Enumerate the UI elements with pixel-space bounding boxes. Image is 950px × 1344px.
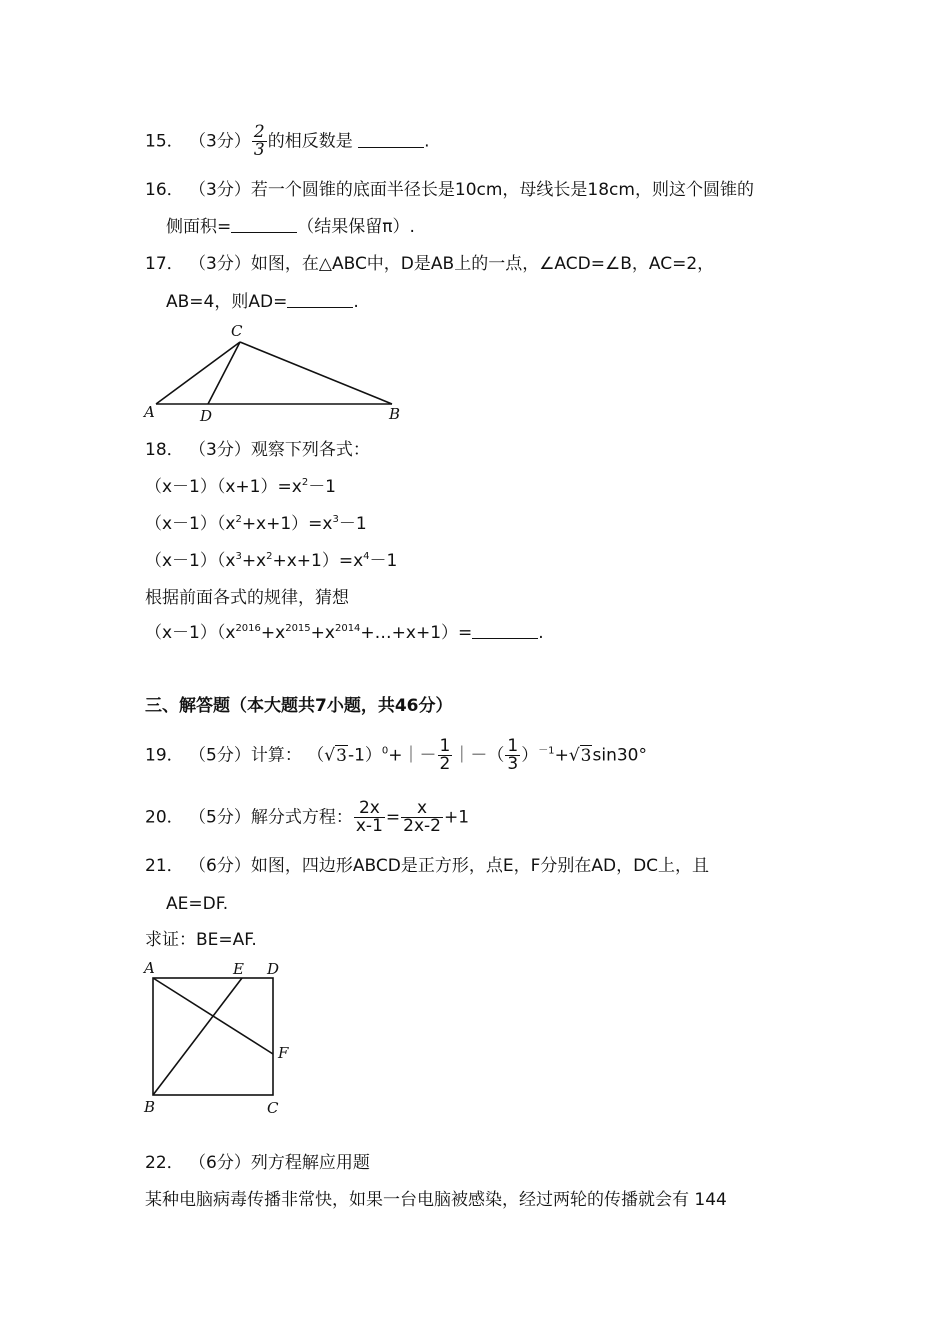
exponent: －1	[538, 745, 555, 757]
question-text: 如图，在△ABC中，D是AB上的一点，∠ACD=∠B，AC=2，	[250, 254, 715, 274]
expr-part: ｜－（	[453, 745, 505, 766]
equation-1	[145, 475, 336, 499]
square-abcd	[153, 978, 273, 1095]
punctuation: .	[424, 131, 430, 152]
exponent: 0	[381, 745, 389, 757]
exponent: 4	[363, 551, 370, 562]
exponent: 2	[266, 551, 273, 562]
segment-cd	[208, 342, 240, 404]
sqrt: √3	[324, 745, 347, 766]
question-text: 列方程解应用题	[250, 1153, 370, 1173]
radicand: 3	[580, 745, 592, 766]
question-text: 的相反数是	[267, 131, 353, 152]
score: （6分）	[189, 856, 251, 876]
label-f: F	[278, 1044, 289, 1062]
score: （6分）	[189, 1153, 251, 1173]
label-b: B	[144, 1098, 156, 1116]
label-b: B	[389, 405, 401, 423]
eq-part: －1	[369, 551, 398, 571]
eq-part: －1	[308, 477, 337, 497]
expr-part: -1）	[347, 745, 382, 766]
eq-part: －1	[338, 514, 367, 534]
punctuation: .	[353, 292, 359, 312]
fraction-denominator: 3	[507, 754, 519, 774]
fraction	[354, 800, 385, 835]
eq-part: （x－1）（x+1）=x	[145, 477, 302, 497]
answer-blank[interactable]	[231, 218, 297, 233]
question-15	[145, 124, 430, 159]
question-number: 20．	[145, 807, 184, 828]
question-number: 16．	[145, 180, 184, 200]
label-a: A	[144, 959, 155, 977]
eq-part: （x－1）（x	[145, 551, 236, 571]
score: （5分）	[189, 745, 251, 766]
prove-statement: 求证：BE=AF.	[145, 930, 257, 950]
exponent: 2014	[334, 623, 361, 634]
question-17-line1	[145, 252, 714, 276]
question-19	[145, 738, 647, 773]
question-text: （结果保留π）.	[297, 217, 415, 237]
question-21-line1	[145, 854, 709, 878]
equation-4	[145, 621, 544, 645]
fraction-numerator: 2	[253, 122, 265, 142]
label-a: A	[144, 403, 155, 421]
exponent: 2	[235, 514, 242, 525]
eq-part: +x	[241, 551, 267, 571]
equation-2	[145, 512, 367, 536]
question-number: 15．	[145, 131, 184, 152]
question-text: AB=4，则AD=	[166, 292, 288, 312]
expr-part: （	[307, 745, 325, 766]
question-20	[145, 800, 469, 835]
question-text: 根据前面各式的规律，猜想	[145, 588, 349, 608]
score: （3分）	[189, 440, 251, 460]
exponent: 2016	[235, 623, 261, 634]
expr-part: +	[554, 745, 569, 766]
eq-part: +…+x+1）=	[360, 623, 473, 643]
eq-part: +x	[260, 623, 286, 643]
guess-text	[145, 586, 349, 610]
radicand: 3	[336, 745, 347, 766]
question-22-body: 某种电脑病毒传播非常快，如果一台电脑被感染，经过两轮的传播就会有 144	[145, 1190, 727, 1210]
fraction	[401, 800, 443, 835]
segment-cb	[240, 342, 392, 404]
question-text: 观察下列各式：	[250, 440, 370, 460]
score: （3分）	[189, 180, 251, 200]
fraction-denominator: x-1	[355, 816, 383, 836]
eq-part: +x+1）=x	[272, 551, 364, 571]
segment-ac	[156, 342, 240, 404]
expr-part: +1	[443, 807, 470, 828]
fraction-denominator: 3	[253, 140, 265, 160]
score: （3分）	[189, 254, 251, 274]
exponent: 2	[301, 477, 309, 488]
question-number: 22．	[145, 1153, 184, 1173]
fraction-denominator: 2x-2	[403, 816, 441, 836]
expr-part: sin30°	[592, 745, 647, 766]
exponent: 3	[235, 551, 242, 562]
answer-blank[interactable]	[358, 133, 424, 148]
question-number: 18．	[145, 440, 184, 460]
fraction	[252, 124, 267, 159]
question-text: 如图，四边形ABCD是正方形，点E，F分别在AD，DC上，且	[250, 856, 710, 876]
label-c: C	[267, 1099, 279, 1117]
score: （5分）	[189, 807, 251, 828]
fraction-numerator: 1	[439, 736, 451, 756]
question-16-line2	[166, 215, 415, 239]
fraction-numerator: 1	[507, 736, 519, 756]
section-title: 三、解答题（本大题共7小题，共46分）	[145, 696, 453, 716]
eq-part: +x+1）=x	[241, 514, 333, 534]
equation-3	[145, 549, 397, 573]
label-d: D	[267, 960, 280, 978]
answer-blank[interactable]	[472, 624, 538, 639]
question-16-line1	[145, 178, 754, 202]
punctuation: .	[538, 623, 544, 643]
question-22	[145, 1151, 370, 1175]
question-number: 19．	[145, 745, 184, 766]
question-18	[145, 438, 370, 462]
question-text: 若一个圆锥的底面半径长是10cm，母线长是18cm，则这个圆锥的	[250, 180, 754, 200]
fraction-numerator: x	[401, 800, 443, 818]
question-number: 21．	[145, 856, 184, 876]
answer-blank[interactable]	[287, 293, 353, 308]
exponent: 2015	[285, 623, 311, 634]
eq-part: （x－1）（x	[145, 623, 236, 643]
expr-part: +｜－	[388, 745, 437, 766]
expr-part: ）	[521, 745, 539, 766]
segment-af	[153, 978, 273, 1054]
fraction	[438, 738, 453, 773]
score: （3分）	[189, 131, 251, 152]
sqrt: √3	[568, 745, 592, 766]
expr-part: =	[385, 807, 401, 828]
fraction-numerator: 2x	[354, 800, 385, 818]
label-e: E	[233, 960, 244, 978]
fraction	[505, 738, 520, 773]
question-17-line2	[166, 290, 359, 314]
question-text: 侧面积=	[166, 217, 232, 237]
label-c: C	[231, 322, 243, 340]
fraction-denominator: 2	[439, 754, 451, 774]
question-text: 计算：	[250, 745, 302, 766]
eq-part: +x	[310, 623, 335, 643]
label-d: D	[200, 407, 213, 424]
triangle-abc-figure	[140, 318, 415, 424]
question-number: 17．	[145, 254, 184, 274]
question-text: 解分式方程：	[250, 807, 353, 828]
question-21-line2: AE=DF.	[166, 894, 229, 914]
eq-part: （x－1）（x	[145, 514, 236, 534]
exponent: 3	[332, 514, 339, 525]
segment-be	[153, 978, 242, 1095]
square-abcd-figure	[140, 958, 300, 1118]
